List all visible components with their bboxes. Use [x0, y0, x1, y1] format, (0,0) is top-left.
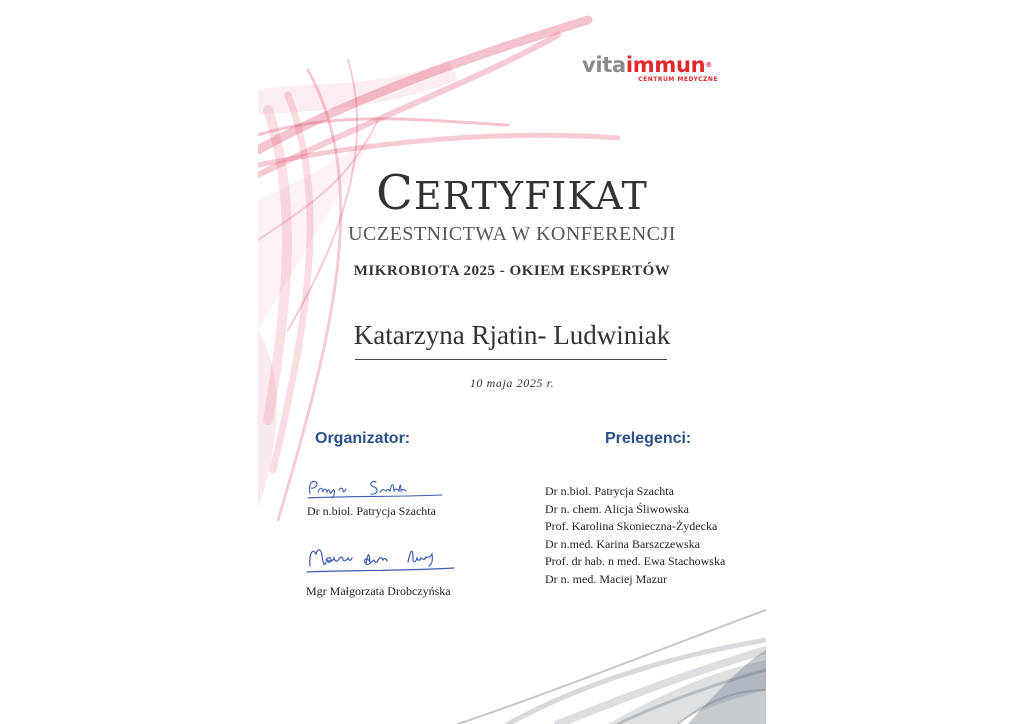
certificate-page	[258, 0, 766, 724]
organizer-signature-1	[304, 474, 454, 504]
speaker-item: Prof. Karolina Skonieczna-Żydecka	[545, 519, 718, 533]
logo-text-red: immun	[625, 53, 706, 77]
title-rest: ERTYFIKAT	[413, 174, 648, 218]
logo-subtitle: CENTRUM MEDYCZNE	[638, 76, 718, 83]
speakers-list	[545, 483, 725, 588]
event-date: 10 maja 2025 r.	[469, 376, 555, 390]
organizer-signature-2	[304, 540, 464, 580]
speaker-item: Dr n. med. Maciej Mazur	[545, 571, 667, 586]
brand-logo	[582, 52, 728, 90]
logo-text-grey: vita	[582, 53, 626, 77]
participant-name: Katarzyna Rjatin- Ludwiniak	[353, 320, 671, 350]
registered-mark: ®	[705, 61, 712, 69]
certificate-subtitle: UCZESTNICTWA W KONFERENCJI	[348, 223, 676, 245]
organizer-name-2: Mgr Małgorzata Drobczyńska	[306, 584, 451, 598]
name-underline	[355, 359, 667, 360]
speaker-item: Dr n.biol. Patrycja Szachta	[545, 484, 674, 498]
grey-wave-decoration	[258, 0, 766, 724]
title-initial: C	[376, 165, 414, 221]
speakers-heading: Prelegenci:	[605, 430, 692, 447]
event-name: MIKROBIOTA 2025 - OKIEM EKSPERTÓW	[353, 263, 671, 279]
organizer-name-1: Dr n.biol. Patrycja Szachta	[307, 504, 436, 518]
speaker-item: Prof. dr hab. n med. Ewa Stachowska	[545, 554, 726, 568]
speaker-item: Dr n. chem. Alicja Śliwowska	[545, 501, 689, 516]
speaker-item: Dr n.med. Karina Barszczewska	[545, 536, 700, 551]
certificate-title	[258, 165, 766, 221]
organizer-heading: Organizator:	[315, 430, 411, 447]
